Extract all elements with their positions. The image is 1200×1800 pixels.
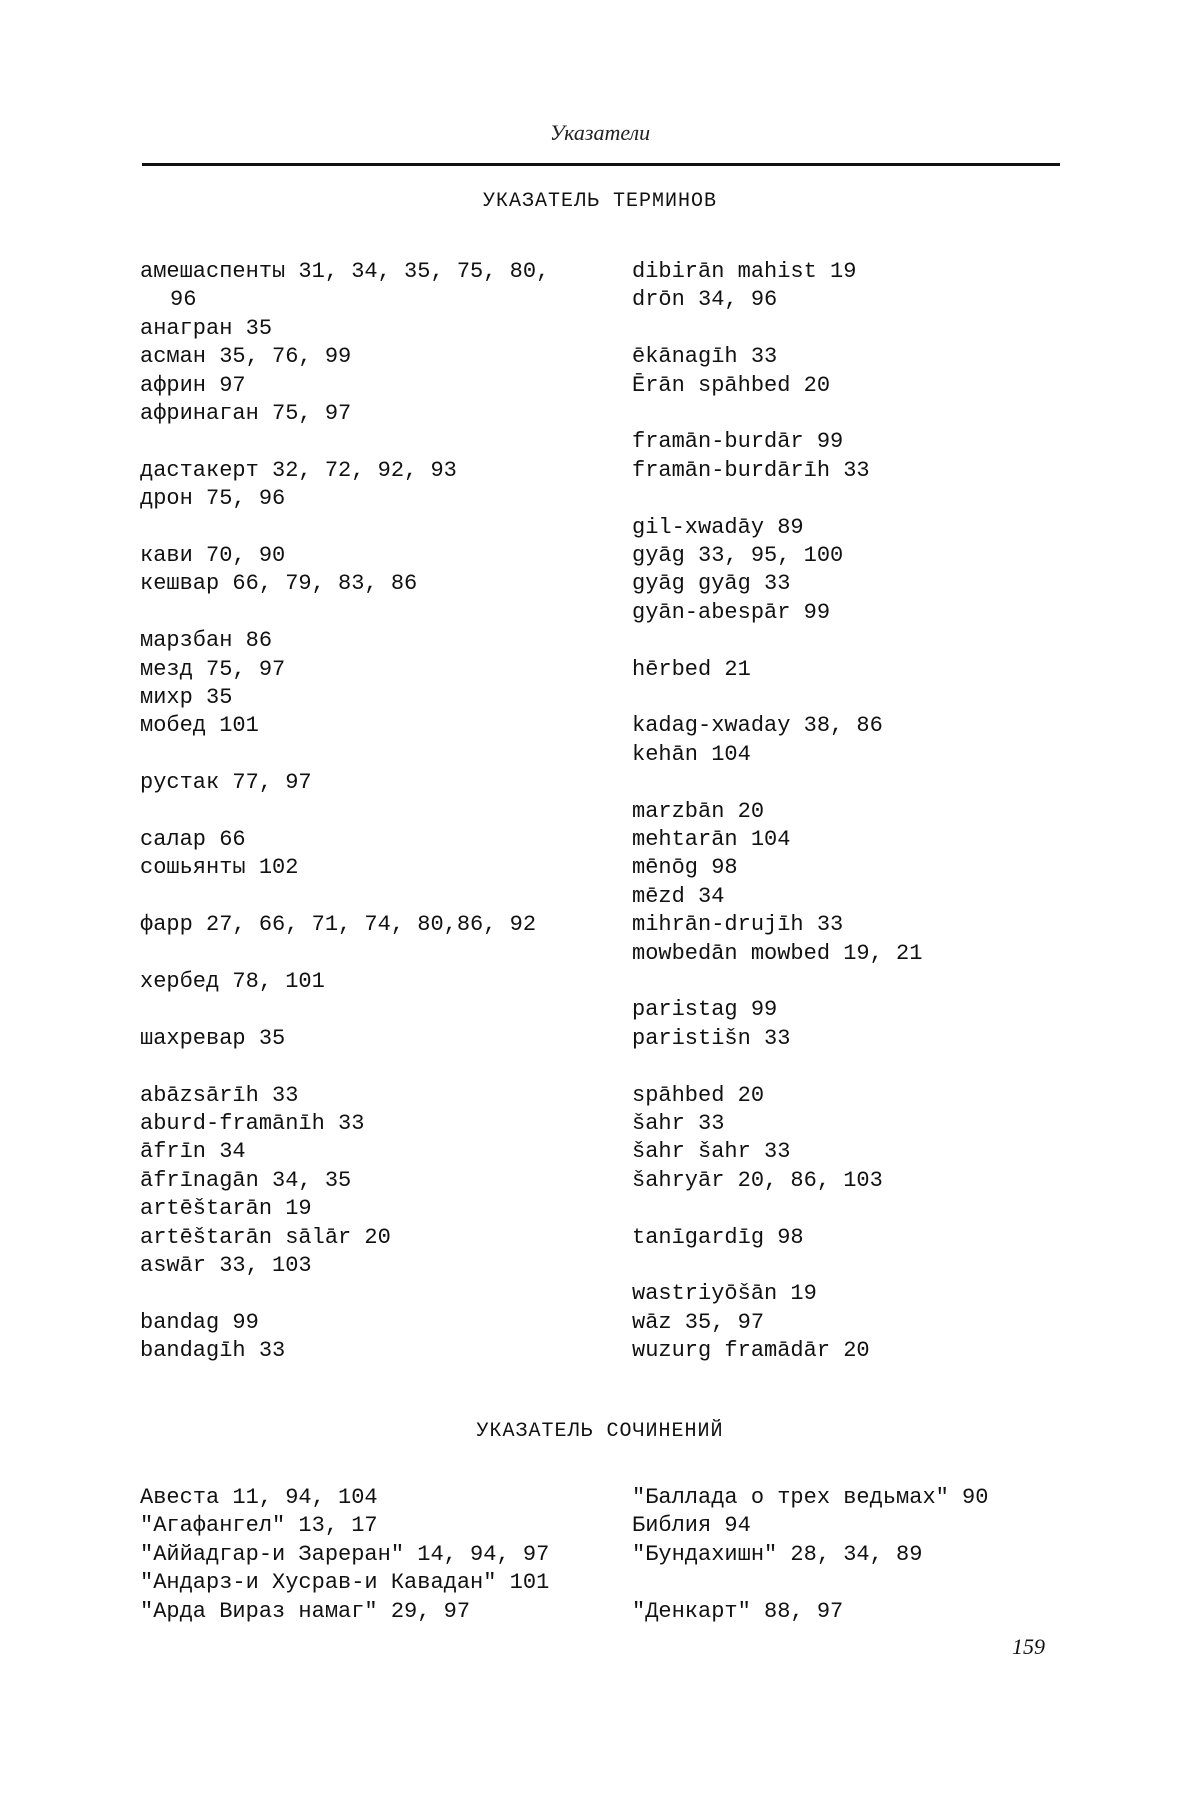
page-number: 159 (1012, 1634, 1045, 1659)
entry-gap (140, 428, 549, 456)
entry-gap (632, 684, 922, 712)
terms-left-column (140, 258, 549, 1366)
index-entry: wāz 35, 97 (632, 1309, 765, 1335)
index-entry: африн 97 (140, 372, 246, 398)
index-entry: "Агафангел" 13, 17 (140, 1513, 378, 1539)
entry-gap (632, 1053, 922, 1081)
index-entry: сошьянты 102 (140, 855, 299, 881)
index-entry: шахревар 35 (140, 1025, 286, 1051)
index-entry: bandagīh 33 (140, 1338, 286, 1364)
entry-gap (632, 315, 922, 343)
entry-gap (140, 741, 549, 769)
entry-gap (140, 996, 549, 1024)
index-entry: spāhbed 20 (632, 1082, 765, 1108)
index-entry: mehtarān 104 (632, 827, 791, 853)
index-entry: drōn 34, 96 (632, 287, 778, 313)
index-entry: mēnōg 98 (632, 855, 738, 881)
terms-right-column (632, 258, 922, 1366)
entry-gap (140, 1053, 549, 1081)
index-entry: aburd-framānīh 33 (140, 1111, 365, 1137)
entry-gap (140, 1280, 549, 1308)
entry-gap (140, 883, 549, 911)
index-entry: wastriyōšān 19 (632, 1281, 817, 1307)
index-entry: šahr šahr 33 (632, 1139, 791, 1165)
works-index-title: УКАЗАТЕЛЬ СОЧИНЕНИЙ (476, 1420, 724, 1443)
index-entry: кави 70, 90 (140, 543, 286, 569)
header-rule (142, 163, 1060, 166)
index-entry: wuzurg framādār 20 (632, 1338, 870, 1364)
index-entry: paristišn 33 (632, 1025, 791, 1051)
index-entry: mowbedān mowbed 19, 21 (632, 940, 923, 966)
index-entry: framān-burdārīh 33 (632, 457, 870, 483)
index-entry: "Аййадгар-и Зареран" 14, 94, 97 (140, 1541, 550, 1567)
terms-index-title: УКАЗАТЕЛЬ ТЕРМИНОВ (482, 190, 718, 213)
index-entry: асман 35, 76, 99 (140, 344, 352, 370)
entry-gap (140, 599, 549, 627)
running-head: Указатели (549, 120, 651, 145)
index-entry: framān-burdār 99 (632, 429, 844, 455)
entry-gap (632, 968, 922, 996)
index-entry: ēkānagīh 33 (632, 344, 778, 370)
index-entry: šahr 33 (632, 1111, 725, 1137)
index-entry: "Арда Вираз намаг" 29, 97 (140, 1598, 471, 1624)
entry-gap (632, 769, 922, 797)
index-entry: mihrān-drujīh 33 (632, 912, 844, 938)
works-left-column (140, 1484, 549, 1626)
index-entry: āfrīnagān 34, 35 (140, 1167, 352, 1193)
entry-gap (632, 1195, 922, 1223)
index-entry: āfrīn 34 (140, 1139, 246, 1165)
index-entry: мобед 101 (140, 713, 259, 739)
entry-gap (632, 627, 922, 655)
index-entry: paristag 99 (632, 997, 778, 1023)
index-entry: "Баллада о трех ведьмах" 90 (632, 1485, 989, 1510)
index-entry: салар 66 (140, 827, 246, 853)
index-entry: хербед 78, 101 (140, 969, 325, 995)
index-entry: кешвар 66, 79, 83, 86 (140, 571, 418, 597)
index-entry: gil-xwadāy 89 (632, 514, 804, 540)
entry-gap (140, 798, 549, 826)
index-entry: "Денкарт" 88, 97 (632, 1598, 844, 1624)
works-right-column (632, 1484, 988, 1626)
index-entry: hērbed 21 (632, 656, 751, 682)
index-entry: анагран 35 (140, 315, 273, 341)
index-entry: амешаспенты 31, 34, 35, 75, 80, (140, 259, 550, 284)
index-entry: dibirān mahist 19 (632, 259, 857, 284)
index-entry: kadag-xwaday 38, 86 (632, 713, 883, 739)
index-entry: мезд 75, 97 (140, 656, 286, 682)
entry-gap (140, 940, 549, 968)
index-entry: Авеста 11, 94, 104 (140, 1485, 378, 1510)
entry-gap (632, 1569, 988, 1597)
entry-gap (140, 514, 549, 542)
index-entry: gyān-abespār 99 (632, 599, 831, 625)
index-entry: Ērān spāhbed 20 (632, 372, 831, 398)
index-entry: Библия 94 (632, 1513, 751, 1539)
index-entry: михр 35 (140, 685, 233, 711)
index-entry: tanīgardīg 98 (632, 1224, 804, 1250)
index-entry: "Андарз-и Хусрав-и Кавадан" 101 (140, 1570, 550, 1596)
index-entry: марзбан 86 (140, 628, 273, 654)
index-entry: mēzd 34 (632, 883, 725, 909)
index-entry: artēštarān 19 (140, 1196, 312, 1222)
index-entry: kehān 104 (632, 741, 751, 767)
index-entry: gyāg gyāg 33 (632, 571, 791, 597)
index-entry: šahryār 20, 86, 103 (632, 1167, 883, 1193)
index-entry-continuation: 96 (170, 287, 197, 313)
entry-gap (632, 400, 922, 428)
index-entry: bandag 99 (140, 1309, 259, 1335)
index-entry: дастакерт 32, 72, 92, 93 (140, 457, 457, 483)
index-entry: фарр 27, 66, 71, 74, 80,86, 92 (140, 912, 537, 938)
index-entry: афринаган 75, 97 (140, 401, 352, 427)
index-entry: aswār 33, 103 (140, 1253, 312, 1279)
index-entry: рустак 77, 97 (140, 770, 312, 796)
index-entry: marzbān 20 (632, 798, 765, 824)
index-entry: дрон 75, 96 (140, 486, 286, 512)
index-entry: abāzsārīh 33 (140, 1082, 299, 1108)
entry-gap (632, 485, 922, 513)
index-entry: gyāg 33, 95, 100 (632, 543, 844, 569)
entry-gap (632, 1252, 922, 1280)
index-entry: "Бундахишн" 28, 34, 89 (632, 1541, 923, 1567)
index-entry: artēštarān sālār 20 (140, 1224, 391, 1250)
